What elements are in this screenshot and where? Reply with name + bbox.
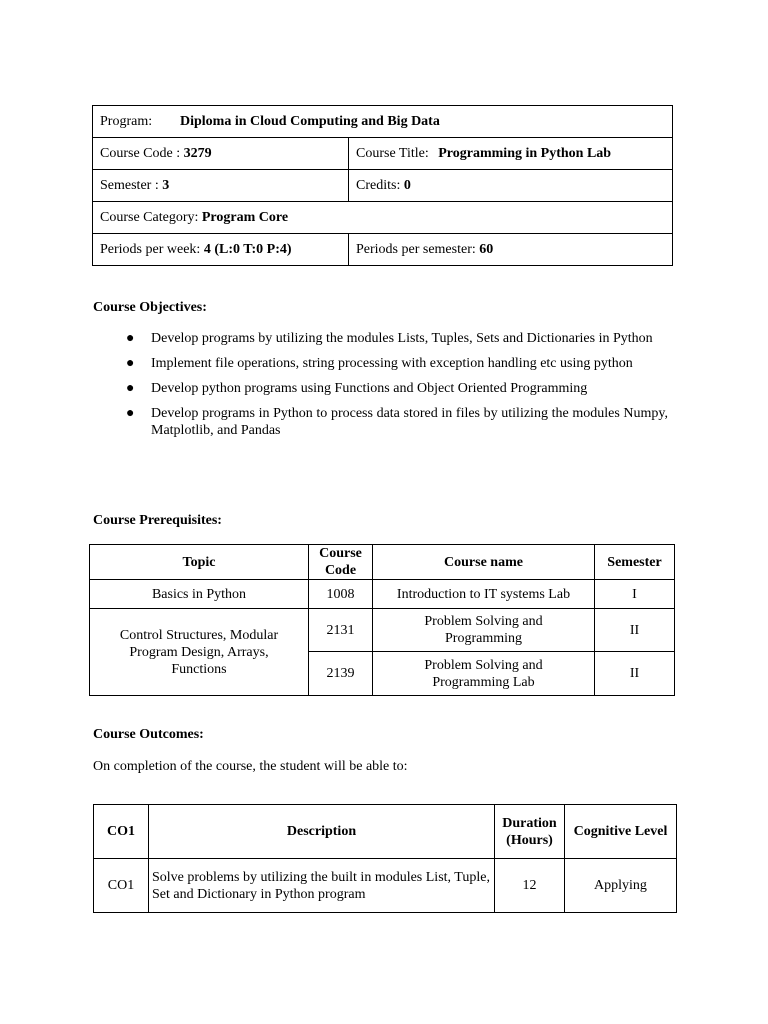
semester-cell: I (595, 580, 675, 609)
credits-cell (349, 170, 673, 202)
course-title-cell (349, 138, 673, 170)
semester-cell: II (595, 652, 675, 696)
col-header-semester: Semester (595, 545, 675, 580)
periods-week-cell (93, 234, 349, 266)
periods-semester-value: 60 (479, 241, 494, 257)
objective-text: Develop python programs using Functions and Object Oriented Programming (151, 381, 588, 396)
semester-cell: II (595, 609, 675, 652)
objective-text: Develop programs in Python to process data stored in files by utilizing the modules Numpy, Matplotlib, and Pandas (151, 406, 668, 438)
code-cell: 1008 (309, 580, 373, 609)
course-title-value: Programming in Python Lab (438, 145, 612, 161)
credits-value: 0 (403, 177, 411, 193)
semester-credits-row (93, 170, 673, 202)
course-code-value: 3279 (183, 145, 212, 161)
table-header-row (94, 805, 677, 859)
periods-semester-label: Periods per semester: (356, 241, 476, 257)
table-row (90, 580, 675, 609)
program-cell (93, 106, 673, 138)
list-item (126, 355, 668, 372)
col-header-code: Course Code (309, 545, 373, 580)
bullet-icon: ● (126, 331, 135, 346)
course-info-table (92, 105, 673, 266)
list-item (126, 405, 668, 439)
col-header-duration: Duration (Hours) (495, 805, 565, 859)
category-value: Program Core (201, 209, 289, 225)
category-row (93, 202, 673, 234)
periods-row (93, 234, 673, 266)
periods-semester-cell (349, 234, 673, 266)
prerequisites-heading: Course Prerequisites: (93, 513, 222, 528)
course-title-label: Course Title: (356, 145, 429, 161)
program-label: Program: (100, 113, 153, 129)
category-cell (93, 202, 673, 234)
table-header-row (90, 545, 675, 580)
objective-text: Implement file operations, string processing with exception handling etc using python (151, 356, 633, 371)
program-value: Diploma in Cloud Computing and Big Data (180, 113, 440, 129)
code-title-row (93, 138, 673, 170)
table-row (94, 859, 677, 913)
bullet-icon: ● (126, 356, 135, 371)
name-cell: Introduction to IT systems Lab (373, 580, 595, 609)
prerequisites-table (89, 544, 675, 696)
outcomes-intro: On completion of the course, the student will be able to: (93, 759, 408, 774)
col-header-description: Description (149, 805, 495, 859)
objectives-list (126, 330, 668, 447)
course-code-label: Course Code : (100, 145, 181, 161)
outcomes-heading: Course Outcomes: (93, 727, 204, 742)
bullet-icon: ● (126, 406, 135, 421)
topic-cell: Control Structures, Modular Program Design, Arrays, Functions (90, 609, 309, 696)
list-item (126, 380, 668, 397)
periods-week-value: 4 (L:0 T:0 P:4) (203, 241, 292, 257)
semester-cell (93, 170, 349, 202)
bullet-icon: ● (126, 381, 135, 396)
name-cell: Problem Solving and Programming (373, 609, 595, 652)
topic-cell: Basics in Python (90, 580, 309, 609)
semester-label: Semester : (100, 177, 159, 193)
name-cell: Problem Solving and Programming Lab (373, 652, 595, 696)
col-header-name: Course name (373, 545, 595, 580)
code-cell: 2139 (309, 652, 373, 696)
credits-label: Credits: (356, 177, 401, 193)
semester-value: 3 (162, 177, 170, 193)
duration-cell: 12 (495, 859, 565, 913)
col-header-topic: Topic (90, 545, 309, 580)
col-header-co: CO1 (94, 805, 149, 859)
objectives-heading: Course Objectives: (93, 300, 207, 315)
objective-text: Develop programs by utilizing the modules Lists, Tuples, Sets and Dictionaries in Python (151, 331, 653, 346)
col-header-level: Cognitive Level (565, 805, 677, 859)
program-row (93, 106, 673, 138)
outcomes-table (93, 804, 677, 913)
periods-week-label: Periods per week: (100, 241, 201, 257)
level-cell: Applying (565, 859, 677, 913)
code-cell: 2131 (309, 609, 373, 652)
table-row (90, 609, 675, 652)
category-label: Course Category: (100, 209, 199, 225)
co-cell: CO1 (94, 859, 149, 913)
description-cell: Solve problems by utilizing the built in modules List, Tuple, Set and Dictionary in Python program (149, 859, 495, 913)
list-item (126, 330, 668, 347)
course-code-cell (93, 138, 349, 170)
